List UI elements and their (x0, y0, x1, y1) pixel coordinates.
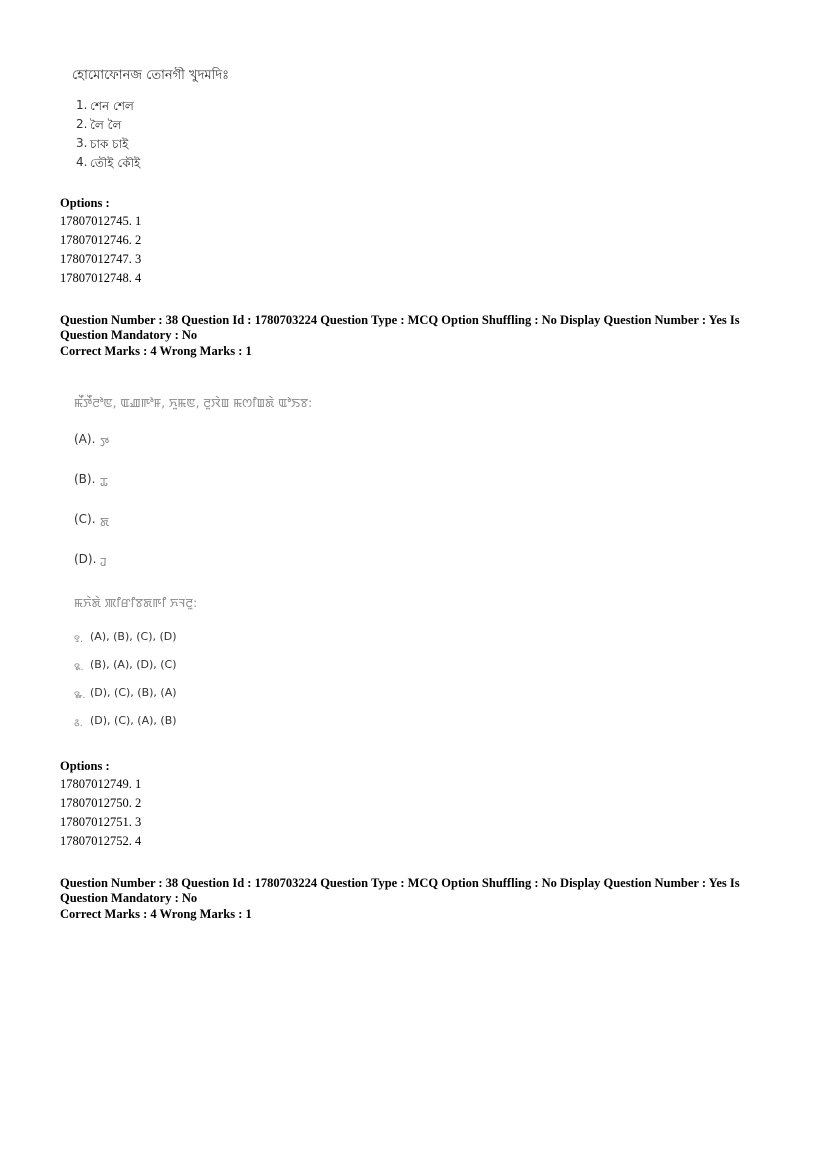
option-value: 3 (135, 252, 142, 266)
question-stem: ꯃꯩꯇꯩꯂꯣꯟ, ꯑꯉꯒꯣꯝ, ꯈꯨꯃꯟ, ꯂꯨꯋꯥꯡ ꯃꯁꯤꯡꯗꯥ ꯑꯣꯏꯕ: (74, 396, 313, 410)
choice-glyph: ꯊ (100, 475, 108, 489)
option-id: 17807012747. (60, 252, 132, 266)
list-item-text: চাক চাই (90, 137, 129, 151)
option-value: 1 (135, 214, 142, 228)
sub-stem: ꯃꯈꯥꯗꯥ ꯄꯤꯔꯤꯕꯗꯒꯤ ꯈꯜꯂꯨ: (74, 596, 198, 610)
choice-label: (D). (74, 552, 97, 566)
question-meta (60, 876, 760, 922)
option-row[interactable] (60, 252, 141, 267)
option-row[interactable] (60, 815, 141, 830)
option-row[interactable] (60, 777, 141, 792)
answer-text: (A), (B), (C), (D) (90, 630, 177, 643)
option-value: 4 (135, 834, 142, 848)
answer-number: ꯱. (74, 634, 84, 645)
option-id: 17807012752. (60, 834, 132, 848)
marks-line: Correct Marks : 4 Wrong Marks : 1 (60, 344, 252, 358)
choice-glyph: ꯙ (100, 555, 107, 569)
meta-line: Question Number : 38 Question Id : 1780703224 Question Type : MCQ Option Shuffling : No Display Question Number : Yes Is (60, 876, 740, 890)
answer-number: ꯴. (74, 718, 83, 729)
list-item-text: তৌই কৌই (90, 156, 141, 170)
answer-number: ꯲. (74, 662, 84, 673)
answer-text: (B), (A), (D), (C) (90, 658, 177, 671)
option-row[interactable] (60, 214, 141, 229)
question-image-2 (60, 388, 760, 738)
option-id: 17807012750. (60, 796, 132, 810)
choice-label: (B). (74, 472, 96, 486)
question-stem: হোমোফোনজ তোনগী খুদমদিঃ (72, 68, 230, 83)
option-id: 17807012748. (60, 271, 132, 285)
meta-line: Question Mandatory : No (60, 891, 198, 905)
list-item-text: লৈ লৈ (90, 118, 122, 132)
option-id: 17807012746. (60, 233, 132, 247)
list-item-text: শেন শেল (90, 99, 134, 113)
option-id: 17807012749. (60, 777, 132, 791)
option-id: 17807012745. (60, 214, 132, 228)
option-value: 2 (135, 796, 142, 810)
option-value: 4 (135, 271, 142, 285)
answer-text: (D), (C), (A), (B) (90, 714, 177, 727)
options-label: Options : (60, 196, 110, 210)
choice-glyph: ꯗ (100, 515, 110, 529)
option-value: 3 (135, 815, 142, 829)
meta-line: Question Number : 38 Question Id : 1780703224 Question Type : MCQ Option Shuffling : No Display Question Number : Yes Is (60, 313, 740, 327)
question-image-1 (60, 60, 760, 180)
option-row[interactable] (60, 796, 141, 811)
choice-label: (C). (74, 512, 96, 526)
option-id: 17807012751. (60, 815, 132, 829)
question-meta (60, 313, 760, 359)
choice-glyph: ꯇ (100, 435, 110, 449)
answer-text: (D), (C), (B), (A) (90, 686, 177, 699)
list-item-number: 3. (76, 136, 88, 150)
option-value: 2 (135, 233, 142, 247)
list-item-number: 4. (76, 155, 88, 169)
marks-line: Correct Marks : 4 Wrong Marks : 1 (60, 907, 252, 921)
choice-label: (A). (74, 432, 96, 446)
option-row[interactable] (60, 271, 141, 286)
option-row[interactable] (60, 834, 141, 849)
options-label: Options : (60, 759, 110, 773)
option-value: 1 (135, 777, 142, 791)
answer-number: ꯳. (74, 690, 86, 701)
list-item-number: 2. (76, 117, 88, 131)
option-row[interactable] (60, 233, 141, 248)
list-item-number: 1. (76, 98, 88, 112)
meta-line: Question Mandatory : No (60, 328, 198, 342)
